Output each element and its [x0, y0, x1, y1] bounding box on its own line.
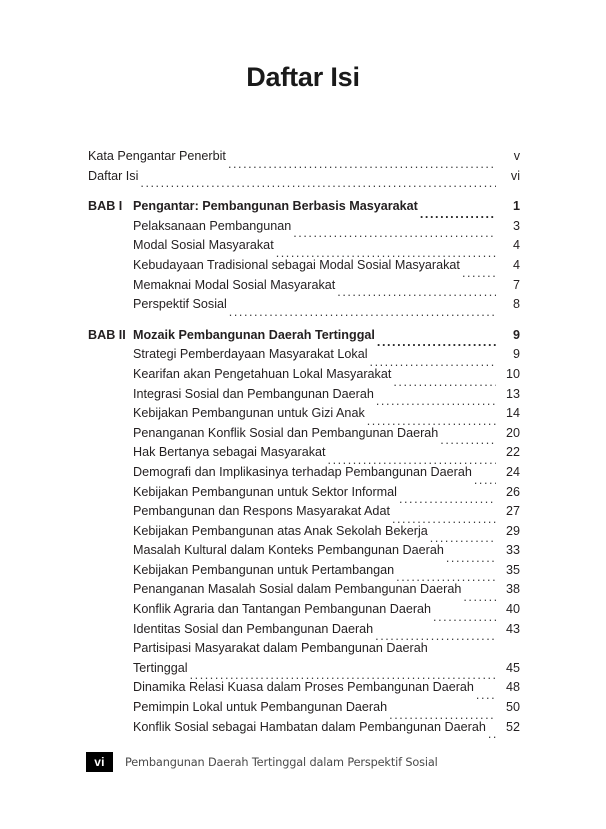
toc-entry-row[interactable]	[88, 641, 520, 661]
toc-chapter-row[interactable]	[88, 199, 520, 219]
dot-leader	[228, 156, 496, 168]
table-of-contents	[88, 149, 520, 739]
footer-book-title: Pembangunan Daerah Tertinggal dalam Perspektif Sosial	[125, 755, 438, 769]
toc-entry-page-number: 4	[512, 257, 520, 272]
toc-entry-page-number: 20	[505, 425, 520, 440]
dot-leader	[293, 225, 496, 237]
toc-entry-label: Pengantar: Pembangunan Berbasis Masyarakat	[133, 199, 418, 214]
toc-entry-row[interactable]	[88, 238, 520, 258]
toc-front-matter-row[interactable]	[88, 169, 520, 189]
toc-entry-label: Kebijakan Pembangunan untuk Gizi Anak	[133, 406, 365, 421]
toc-entry-label: Kebijakan Pembangunan untuk Pertambangan	[133, 562, 395, 577]
toc-entry-row[interactable]	[88, 622, 520, 642]
toc-entry-label: Masalah Kultural dalam Konteks Pembangunan Daerah	[133, 543, 444, 558]
toc-entry-label: Mozaik Pembangunan Daerah Tertinggal	[133, 327, 375, 342]
toc-entry-label: Kearifan akan Pengetahuan Lokal Masyarakat	[133, 366, 392, 381]
toc-entry-row[interactable]	[88, 700, 520, 720]
dot-leader	[276, 245, 496, 257]
dot-leader	[463, 589, 496, 601]
toc-entry-page-number: 1	[512, 199, 520, 214]
toc-front-matter-row[interactable]	[88, 149, 520, 169]
toc-entry-row[interactable]	[88, 485, 520, 505]
dot-leader	[140, 175, 496, 187]
toc-entry-page-number: 8	[512, 297, 520, 312]
toc-entry-page-number: v	[513, 149, 520, 163]
toc-entry-label: Hak Bertanya sebagai Masyarakat	[133, 445, 326, 460]
toc-entry-page-number: 50	[505, 700, 520, 715]
toc-entry-page-number: 26	[505, 484, 520, 499]
dot-leader	[392, 511, 496, 523]
dot-leader	[462, 265, 496, 277]
dot-leader	[430, 530, 496, 542]
toc-entry-page-number: 22	[505, 445, 520, 460]
dot-leader	[328, 452, 496, 464]
dot-leader	[440, 432, 496, 444]
toc-entry-row[interactable]	[88, 602, 520, 622]
dot-leader	[376, 393, 496, 405]
toc-entry-page-number: 7	[512, 277, 520, 292]
toc-entry-label: Pemimpin Lokal untuk Pembangunan Daerah	[133, 700, 388, 715]
toc-entry-label: Kebijakan Pembangunan atas Anak Sekolah Bekerja	[133, 523, 428, 538]
dot-leader	[375, 628, 496, 640]
toc-entry-page-number: 9	[512, 327, 520, 342]
toc-entry-label: Kebijakan Pembangunan untuk Sektor Informal	[133, 484, 397, 499]
toc-entry-row[interactable]	[88, 524, 520, 544]
toc-entry-row[interactable]	[88, 297, 520, 317]
footer-page-number: vi	[86, 752, 113, 772]
toc-entry-page-number: 40	[505, 602, 520, 617]
dot-leader	[370, 354, 496, 366]
toc-entry-row[interactable]	[88, 504, 520, 524]
toc-entry-label: Konflik Sosial sebagai Hambatan dalam Pembangunan Daerah	[133, 719, 486, 734]
toc-entry-row[interactable]	[88, 219, 520, 239]
toc-entry-label: Integrasi Sosial dan Pembangunan Daerah	[133, 386, 374, 401]
toc-entry-label: Daftar Isi	[88, 168, 139, 183]
toc-entry-page-number: 24	[505, 464, 520, 479]
dot-leader	[377, 334, 496, 346]
toc-entry-page-number: 45	[505, 660, 520, 675]
dot-leader	[367, 413, 496, 425]
toc-chapter-row[interactable]	[88, 328, 520, 348]
toc-entry-page-number: 13	[505, 386, 520, 401]
toc-entry-row[interactable]	[88, 278, 520, 298]
toc-entry-row[interactable]	[88, 465, 520, 485]
toc-entry-label: Modal Sosial Masyarakat	[133, 238, 274, 253]
toc-entry-label: Tertinggal	[133, 660, 188, 675]
dot-leader	[393, 374, 496, 386]
toc-entry-row[interactable]	[88, 720, 520, 740]
dot-leader	[488, 726, 496, 738]
toc-entry-row[interactable]	[88, 661, 520, 681]
toc-entry-row[interactable]	[88, 582, 520, 602]
toc-entry-row[interactable]	[88, 426, 520, 446]
toc-entry-page-number: 4	[512, 238, 520, 253]
toc-entry-page-number: 48	[505, 680, 520, 695]
toc-entry-page-number: 14	[505, 406, 520, 421]
toc-entry-row[interactable]	[88, 406, 520, 426]
toc-entry-row[interactable]	[88, 367, 520, 387]
toc-entry-page-number: 43	[505, 621, 520, 636]
dot-leader	[433, 609, 496, 621]
toc-entry-row[interactable]	[88, 445, 520, 465]
page-title: Daftar Isi	[246, 62, 360, 92]
dot-leader	[420, 206, 496, 218]
toc-entry-label: Pembangunan dan Respons Masyarakat Adat	[133, 504, 390, 519]
dot-leader	[446, 550, 496, 562]
toc-entry-row[interactable]	[88, 387, 520, 407]
toc-entry-label: Identitas Sosial dan Pembangunan Daerah	[133, 621, 374, 636]
toc-entry-label: Kata Pengantar Penerbit	[88, 149, 226, 163]
toc-entry-page-number: 3	[512, 218, 520, 233]
toc-entry-label: Penanganan Masalah Sosial dalam Pembangunan Daerah	[133, 582, 462, 597]
toc-entry-page-number: 35	[505, 562, 520, 577]
toc-entry-label: Penanganan Konflik Sosial dan Pembangunan Daerah	[133, 425, 439, 440]
toc-entry-label: Perspektif Sosial	[133, 297, 227, 312]
toc-entry-row[interactable]	[88, 347, 520, 367]
dot-leader	[229, 304, 496, 316]
toc-entry-page-number: 27	[505, 504, 520, 519]
toc-entry-page-number: 33	[505, 543, 520, 558]
dot-leader	[389, 707, 496, 719]
toc-entry-row[interactable]	[88, 543, 520, 563]
dot-leader	[476, 687, 496, 699]
dot-leader	[399, 491, 496, 503]
dot-leader	[396, 569, 496, 581]
toc-entry-label: Dinamika Relasi Kuasa dalam Proses Pembangunan Daerah	[133, 680, 474, 695]
page-footer	[86, 752, 438, 772]
toc-entry-row[interactable]	[88, 680, 520, 700]
toc-entry-label: Partisipasi Masyarakat dalam Pembangunan Daerah	[133, 641, 428, 656]
toc-entry-page-number: 10	[505, 366, 520, 381]
dot-leader	[190, 667, 496, 679]
toc-entry-page-number: 29	[505, 523, 520, 538]
chapter-number: BAB I	[88, 199, 123, 214]
dot-leader	[337, 284, 496, 296]
toc-entry-label: Demografi dan Implikasinya terhadap Pembangunan Daerah	[133, 464, 472, 479]
toc-entry-page-number: vi	[510, 168, 520, 183]
toc-entry-page-number: 38	[505, 582, 520, 597]
chapter-number: BAB II	[88, 327, 126, 342]
toc-entry-label: Memaknai Modal Sosial Masyarakat	[133, 277, 336, 292]
toc-entry-label: Konflik Agraria dan Tantangan Pembangunan Daerah	[133, 602, 432, 617]
toc-entry-page-number: 9	[512, 347, 520, 362]
dot-leader	[474, 472, 496, 484]
toc-entry-row[interactable]	[88, 258, 520, 278]
toc-entry-row[interactable]	[88, 563, 520, 583]
toc-entry-page-number: 52	[505, 719, 520, 734]
toc-entry-label: Kebudayaan Tradisional sebagai Modal Sosial Masyarakat	[133, 257, 460, 272]
toc-entry-label: Pelaksanaan Pembangunan	[133, 218, 292, 233]
toc-entry-label: Strategi Pemberdayaan Masyarakat Lokal	[133, 347, 368, 362]
